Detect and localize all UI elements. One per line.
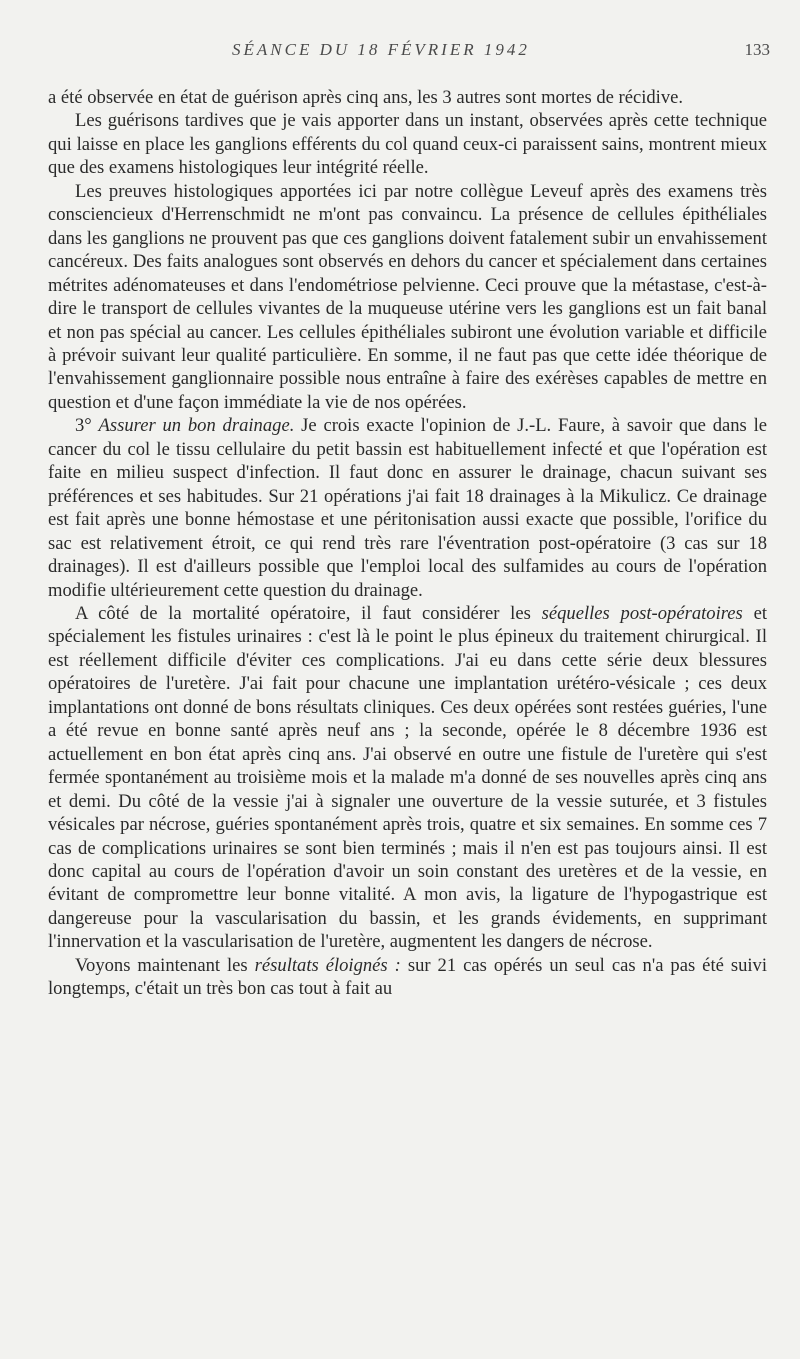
running-head — [0, 40, 800, 64]
paragraph-lead: Voyons maintenant les — [75, 954, 248, 976]
paragraph-text: Les preuves histologiques apportées ici par notre collègue Leveuf après des examens très consciencieux d'Herrenschmidt ne m'ont pas convaincu. La présence de cellules épithéliales dans les ganglions ne prouvent pas que ces ganglions doivent fatalement subir un envahissement cancéreux. Des faits analogues sont observés en dehors du cancer et spécialement dans certaines métrites adénomateuses et dans l'endométriose pelvienne. Ceci prouve que la métastase, c'est-à-dire le transport de cellules vivantes de la muqueuse utérine vers les ganglions est un fait banal et non pas spécial au cancer. Les cellules épithéliales subiront une évolution variable et difficile à prévoir suivant leur qualité particulière. En somme, il ne faut pas que cette idée théorique de l'envahissement ganglionnaire possible nous entraîne à faire des exérèses capables de mettre en question et d'une façon immédiate la vie de nos opérées. — [48, 180, 767, 413]
paragraph-text: a été observée en état de guérison après cinq ans, les 3 autres sont mortes de récidive. — [48, 87, 684, 108]
paragraph — [48, 109, 767, 179]
emphasis-term: séquelles post-opératoires — [541, 602, 743, 624]
paragraph — [48, 414, 767, 602]
paragraph-lead: A côté de la mortalité opératoire, il faut considérer les — [75, 602, 531, 624]
paragraph — [48, 180, 767, 415]
paragraph-text: et spécialement les fistules urinaires : c'est là le point le plus épineux du traitement chirurgical. Il est réellement difficile d'éviter ces complications. J'ai eu dans cette série deux blessures opératoires de l'uretère. J'ai fait pour chacune une implantation urétéro-vésicale ; ces deux implantations ont donné de bons résultats cliniques. Ces deux opérées sont restées guéries, l'une a été revue en bonne santé après neuf ans ; la seconde, opérée le 8 décembre 1936 est actuellement en bon état après cinq ans. J'ai observé en outre une fistule de l'uretère qui s'est fermée spontanément au troisième mois et la malade m'a donné de ses nouvelles après cinq ans et demi. Du côté de la vessie j'ai à signaler une ouverture de la vessie suturée, et 3 fistules vésicales par nécrose, guéries spontanément après trois, quatre et six semaines. En somme ces 7 cas de complications urinaires se sont bien terminés ; mais il n'en est pas toujours ainsi. Il est donc capital au cours de l'opération d'avoir un soin constant des uretères et de la vessie, en évitant de compromettre leur bonne vitalité. A mon avis, la ligature de l'hypogastrique est dangereuse pour la vascularisation du bassin, et les grands évidements, en supprimant l'innervation et la vascularisation de l'uretère, augmentent les dangers de nécrose. — [48, 602, 767, 953]
paragraph — [48, 86, 767, 109]
running-title: SÉANCE DU 18 FÉVRIER 1942 — [232, 40, 530, 59]
page-number: 133 — [744, 40, 770, 59]
emphasis-term: résultats éloignés : — [254, 954, 401, 976]
paragraph-text: Je crois exacte l'opinion de J.-L. Faure, à savoir que dans le cancer du col le tissu cellulaire du petit bassin est habituellement infecté et que l'opération est faite en milieu suspect d'infection. Il faut donc en assurer le drainage, chacun suivant ses préférences et ses habitudes. Sur 21 opérations j'ai fait 18 drainages à la Mikulicz. Ce drainage est fait après une bonne hémostase et une péritonisation aussi exacte que possible, l'orifice du sac est relativement étroit, ce qui rend très rare l'éventration post-opératoire (3 cas sur 18 drainages). Il est d'ailleurs possible que l'emploi local des sulfamides au cours de l'opération modifie ultérieurement cette question du drainage. — [48, 415, 767, 601]
paragraph — [48, 602, 767, 954]
paragraph — [48, 954, 767, 1001]
section-heading: Assurer un bon drainage. — [98, 415, 295, 437]
paragraph-text: sur 21 cas opérés un seul cas n'a pas été suivi longtemps, c'était un très bon cas tout à fait au — [48, 954, 767, 1000]
list-number: 3° — [75, 415, 92, 437]
body-text — [48, 86, 767, 1001]
paragraph-text: Les guérisons tardives que je vais apporter dans un instant, observées après cette technique qui laisse en place les ganglions efférents du col quand ceux-ci paraissent sains, montrent mieux que des examens histologiques leur intégrité réelle. — [48, 110, 767, 179]
